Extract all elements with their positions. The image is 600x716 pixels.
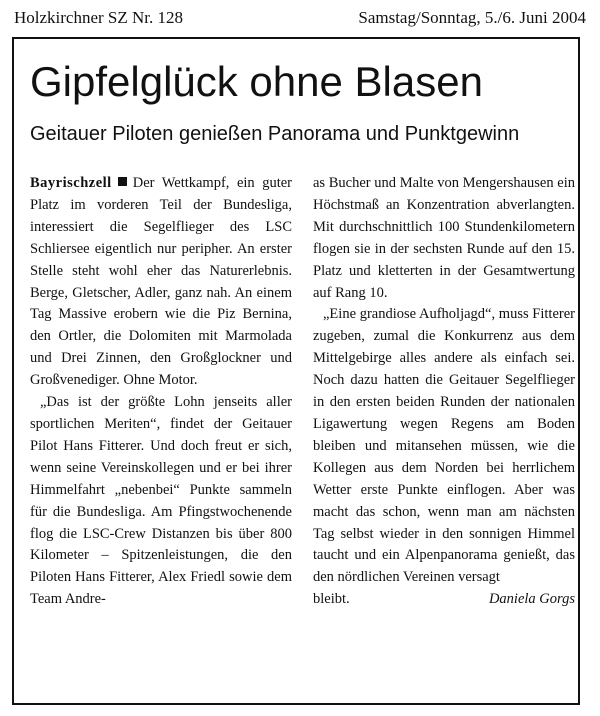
paragraph: „Das ist der größte Lohn jenseits aller sportlichen Meriten“, findet der Geitauer Pilot Hans Fitterer. Und doch freut er sich, wenn seine Vereinskollegen und er bei ihrer Himmelfahrt „nebenbei“ Punkte sammeln für die Bundesliga. Am Pfingstwochenende flog die LSC-Crew Distanzen bis über 800 Kilometer – Spitzenleistungen, die den Piloten Hans Fitterer, Alex Friedl sowie dem Team Andre- <box>30 394 292 608</box>
paragraph: as Bucher und Malte von Mengershausen ein Höchstmaß an Konzentration abverlangten. Mit durchschnittlich 100 Stundenkilometern flogen sie in der sechsten Runde auf den 15. Platz und kletterten in der Gesamtwertung auf Rang 10. <box>313 175 575 301</box>
article-column-1 <box>30 173 292 611</box>
publication-date: Samstag/Sonntag, 5./6. Juni 2004 <box>358 8 586 27</box>
square-bullet-icon <box>118 177 127 186</box>
article-column-2 <box>313 173 575 611</box>
closing-line <box>313 589 575 611</box>
article-headline: Gipfelglück ohne Blasen <box>30 58 483 105</box>
publication-name: Holzkirchner SZ Nr. 128 <box>14 8 184 27</box>
paragraph-text: Der Wettkampf, ein guter Platz im vorderen Teil der Bundesliga, interessiert die Segelflieger des LSC Schliersee eigentlich nur peripher. An erster Stelle steht wohl eher das Naturerlebnis. Berge, Gletscher, Adler, ganz nah. An einem Tag Massive erobern wie die Piz Bernina, den Ortler, die Dolomiten mit Marmolada und Drei Zinnen, den Großglockner und Großvenediger. Ohne Motor. <box>30 175 292 389</box>
author-byline: Daniela Gorgs <box>488 591 575 608</box>
article-subheadline: Geitauer Piloten genießen Panorama und Punktgewinn <box>30 123 520 145</box>
paragraph: „Eine grandiose Aufholjagd“, muss Fitterer zugeben, zumal die Konkurrenz aus dem Mittelgebirge alles andere als einfach sei. Noch dazu hatten die Geitauer Segelflieger in den ersten beiden Runden der nationalen Ligawertung wegen Regens am Boden bleiben und mitansehen müssen, wie die Kollegen aus dem Norden bei herrlichem Wetter erste Punkte einflogen. Aber was macht das schon, wenn man am nächsten Tag selbst wieder in den sonnigen Himmel taucht und ein Alpenpanorama genießt, das den nördlichen Vereinen versagt <box>313 306 575 586</box>
closing-word: bleibt. <box>313 591 350 608</box>
paragraph <box>30 173 292 392</box>
dateline: Bayrischzell <box>30 175 112 191</box>
